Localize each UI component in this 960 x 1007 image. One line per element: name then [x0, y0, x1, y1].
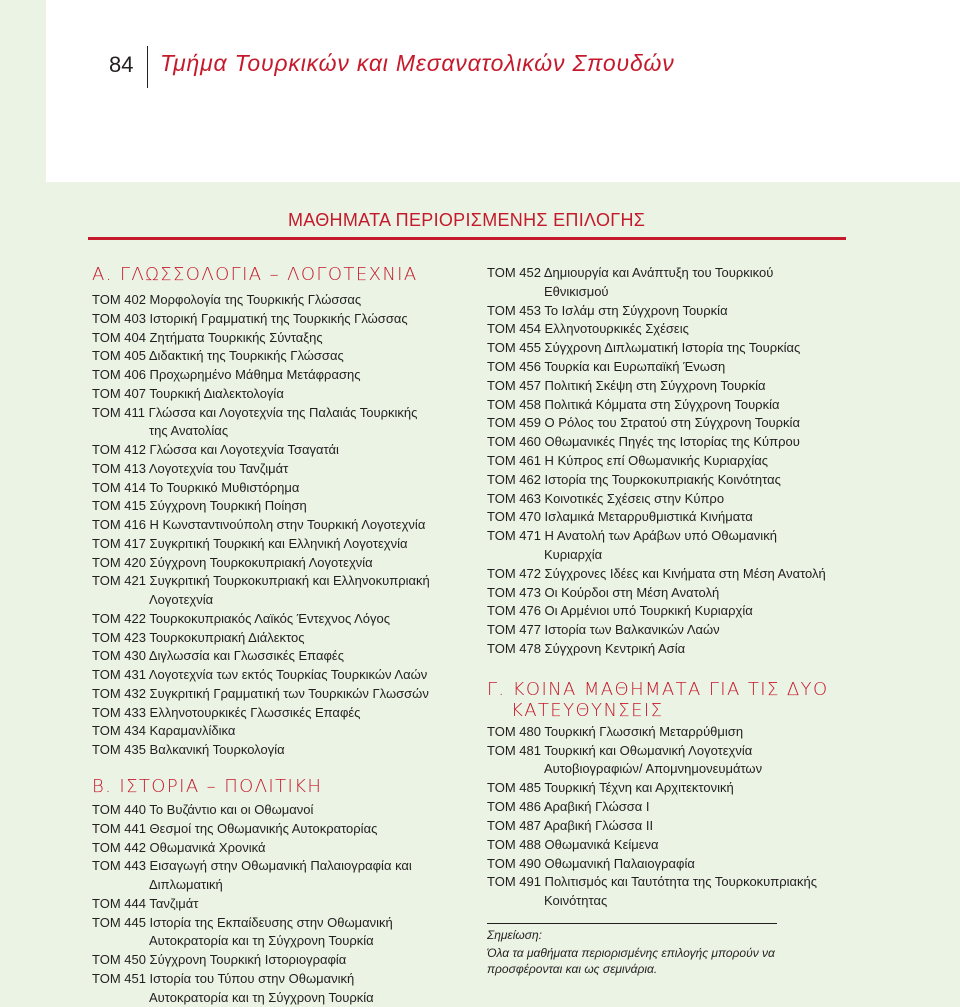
course-item [487, 302, 728, 321]
course-item [92, 685, 429, 704]
course-item [487, 339, 800, 358]
course-title: ΤΟΜ 471 Η Ανατολή των Αράβων υπό Οθωμανική [487, 528, 777, 544]
course-title: ΤΟΜ 472 Σύγχρονες Ιδέες και Κινήματα στη Μέση Ανατολή [487, 565, 826, 581]
course-item [487, 798, 650, 817]
course-title: ΤΟΜ 477 Ιστορία των Βαλκανικών Λαών [487, 622, 720, 638]
course-item [92, 895, 198, 914]
course-item [487, 358, 725, 377]
section-c-heading-line1: Γ. ΚΟΙΝΑ ΜΑΘΗΜΑΤΑ ΓΙΑ ΤΙΣ ΔΥΟ [487, 679, 829, 700]
course-title: ΤΟΜ 487 Αραβική Γλώσσα ΙΙ [487, 818, 654, 833]
course-title-continued: Λογοτεχνία [149, 591, 214, 607]
course-title: ΤΟΜ 407 Τουρκική Διαλεκτολογία [92, 385, 284, 401]
course-item [487, 527, 777, 564]
course-item [487, 490, 724, 509]
department-title: Τμήμα Τουρκικών και Μεσανατολικών Σπουδών [160, 50, 675, 76]
course-title-continued: Κοινότητας [544, 892, 608, 908]
title-rule [88, 237, 846, 240]
course-item [487, 320, 689, 339]
course-item [487, 836, 659, 855]
course-title: ΤΟΜ 457 Πολιτική Σκέψη στη Σύγχρονη Τουρκία [487, 377, 766, 393]
course-item [487, 377, 765, 396]
course-item [487, 584, 719, 603]
course-title: ΤΟΜ 490 Οθωμανική Παλαιογραφία [487, 855, 695, 871]
section-c-heading-line2: ΚΑΤΕΥΘΥΝΣΕΙΣ [511, 700, 664, 721]
section-a-heading: Α. ΓΛΩΣΣΟΛΟΓΙΑ – ΛΟΓΟΤΕΧΝΙΑ [92, 264, 418, 285]
course-title-continued: Αυτοκρατορία και τη Σύγχρονη Τουρκία [149, 989, 374, 1005]
course-item [487, 565, 826, 584]
course-title: ΤΟΜ 413 Λογοτεχνία του Τανζιμάτ [92, 460, 289, 476]
course-title: ΤΟΜ 434 Καραμανλίδικα [92, 723, 236, 739]
course-item [92, 535, 408, 554]
course-title: ΤΟΜ 442 Οθωμανικά Χρονικά [92, 839, 266, 855]
course-title: ΤΟΜ 415 Σύγχρονη Τουρκική Ποίηση [92, 498, 307, 514]
course-item [92, 310, 408, 329]
course-title-continued: Αυτοκρατορία και τη Σύγχρονη Τουρκία [149, 933, 374, 949]
course-title: ΤΟΜ 443 Εισαγωγή στην Οθωμανική Παλαιογραφία και [92, 858, 412, 874]
course-item [92, 385, 284, 404]
course-title: ΤΟΜ 420 Σύγχρονη Τουρκοκυπριακή Λογοτεχνία [92, 554, 373, 570]
course-title-continued: Εθνικισμού [544, 283, 609, 299]
section-b-heading: Β. ΙΣΤΟΡΙΑ – ΠΟΛΙΤΙΚΗ [92, 776, 323, 797]
course-title: ΤΟΜ 435 Βαλκανική Τουρκολογία [92, 742, 285, 757]
course-title: ΤΟΜ 450 Σύγχρονη Τουρκική Ιστοριογραφία [92, 952, 347, 968]
course-title: ΤΟΜ 455 Σύγχρονη Διπλωματική Ιστορία της Τουρκίας [487, 340, 801, 356]
course-item [92, 666, 427, 685]
course-item [487, 396, 779, 415]
course-item [92, 839, 265, 858]
course-title: ΤΟΜ 452 Δημιουργία και Ανάπτυξη του Τουρκικού [487, 265, 774, 280]
note-rule [487, 923, 777, 924]
course-item [487, 414, 800, 433]
note-text: Όλα τα μαθήματα περιορισμένης επιλογής μπορούν να προσφέρονται και ως σεμινάρια. [487, 946, 775, 976]
course-title: ΤΟΜ 470 Ισλαμικά Μεταρρυθμιστικά Κινήματα [487, 509, 753, 525]
course-title-continued: Διπλωματική [149, 876, 223, 892]
main-title: ΜΑΘΗΜΑΤΑ ΠΕΡΙΟΡΙΣΜΕΝΗΣ ΕΠΙΛΟΓΗΣ [288, 210, 646, 230]
course-item [92, 820, 377, 839]
course-item [92, 857, 412, 894]
course-title: ΤΟΜ 451 Ιστορία του Τύπου στην Οθωμανική [92, 971, 355, 987]
course-item [92, 629, 304, 648]
course-item [92, 554, 373, 573]
course-title: ΤΟΜ 411 Γλώσσα και Λογοτεχνία της Παλαιάς Τουρκικής [92, 404, 418, 420]
course-item [487, 855, 695, 874]
course-item [92, 970, 374, 1007]
course-item [487, 723, 743, 742]
course-title: ΤΟΜ 480 Τουρκική Γλωσσική Μεταρρύθμιση [487, 724, 744, 739]
course-title: ΤΟΜ 488 Οθωμανικά Κείμενα [487, 836, 659, 852]
course-title: ΤΟΜ 430 Διγλωσσία και Γλωσσικές Επαφές [92, 648, 344, 664]
course-title: ΤΟΜ 412 Γλώσσα και Λογοτεχνία Τσαγατάι [92, 442, 339, 457]
course-item [92, 951, 346, 970]
course-item [92, 914, 393, 951]
course-title-continued: της Ανατολίας [149, 423, 229, 438]
course-item [92, 801, 313, 820]
course-item [92, 497, 307, 516]
course-item [487, 602, 753, 621]
course-title: ΤΟΜ 453 Το Ισλάμ στη Σύγχρονη Τουρκία [487, 302, 728, 318]
course-title: ΤΟΜ 431 Λογοτεχνία των εκτός Τουρκίας Τουρκικών Λαών [92, 667, 428, 682]
course-title: ΤΟΜ 462 Ιστορία της Τουρκοκυπριακής Κοινότητας [487, 471, 781, 487]
course-item [92, 329, 323, 348]
header-divider [147, 46, 148, 88]
course-item [92, 741, 285, 760]
page-number: 84 [109, 52, 134, 77]
course-item [487, 640, 685, 659]
course-title: ΤΟΜ 444 Τανζιμάτ [92, 896, 199, 911]
course-item [487, 433, 800, 452]
course-title: ΤΟΜ 417 Συγκριτική Τουρκική και Ελληνική Λογοτεχνία [92, 535, 408, 551]
course-title: ΤΟΜ 404 Ζητήματα Τουρκικής Σύνταξης [92, 329, 323, 345]
course-item [92, 516, 425, 535]
course-item [92, 704, 360, 723]
course-title-continued: Κυριαρχία [544, 546, 603, 562]
course-title: ΤΟΜ 476 Οι Αρμένιοι υπό Τουρκική Κυριαρχία [487, 603, 753, 619]
course-title: ΤΟΜ 491 Πολιτισμός και Ταυτότητα της Τουρκοκυπριακής [487, 874, 818, 890]
course-item [487, 452, 768, 471]
page-header [46, 0, 960, 182]
course-item [92, 347, 344, 366]
note-label: Σημείωση: [487, 928, 542, 942]
course-item [487, 873, 817, 910]
course-title: ΤΟΜ 463 Κοινοτικές Σχέσεις στην Κύπρο [487, 490, 725, 506]
course-title: ΤΟΜ 422 Τουρκοκυπριακός Λαϊκός Έντεχνος Λόγος [92, 610, 391, 626]
course-item [487, 742, 762, 779]
course-title: ΤΟΜ 485 Τουρκική Τέχνη και Αρχιτεκτονική [487, 780, 734, 796]
course-item [92, 291, 361, 310]
course-title-continued: Αυτοβιογραφιών/ Απομνημονευμάτων [544, 761, 763, 777]
course-title: ΤΟΜ 441 Θεσμοί της Οθωμανικής Αυτοκρατορίας [92, 820, 378, 836]
course-item [487, 508, 753, 527]
course-item [487, 817, 653, 836]
course-title: ΤΟΜ 459 Ο Ρόλος του Στρατού στη Σύγχρονη Τουρκία [487, 415, 800, 431]
course-item [487, 264, 773, 301]
course-item [487, 471, 781, 490]
course-title: ΤΟΜ 414 Το Τουρκικό Μυθιστόρημα [92, 479, 300, 495]
course-title: ΤΟΜ 473 Οι Κούρδοι στη Μέση Ανατολή [487, 584, 720, 600]
course-item [487, 779, 734, 798]
course-title: ΤΟΜ 423 Τουρκοκυπριακή Διάλεκτος [92, 629, 305, 645]
course-title: ΤΟΜ 478 Σύγχρονη Κεντρική Ασία [487, 641, 686, 656]
course-item [92, 572, 430, 609]
course-item [92, 460, 288, 479]
course-title: ΤΟΜ 432 Συγκριτική Γραμματική των Τουρκικών Γλωσσών [92, 685, 429, 701]
course-item [487, 621, 720, 640]
course-item [92, 610, 390, 629]
course-title: ΤΟΜ 416 Η Κωνσταντινούπολη στην Τουρκική Λογοτεχνία [92, 517, 426, 532]
course-title: ΤΟΜ 445 Ιστορία της Εκπαίδευσης στην Οθωμανική [92, 914, 393, 930]
course-item [92, 479, 299, 498]
course-item [92, 722, 235, 741]
course-title: ΤΟΜ 402 Μορφολογία της Τουρκικής Γλώσσας [92, 292, 362, 307]
course-title: ΤΟΜ 454 Ελληνοτουρκικές Σχέσεις [487, 321, 689, 337]
course-title: ΤΟΜ 456 Τουρκία και Ευρωπαϊκή Ένωση [487, 359, 726, 374]
course-item [92, 366, 360, 385]
course-title: ΤΟΜ 460 Οθωμανικές Πηγές της Ιστορίας της Κύπρου [487, 434, 800, 450]
course-title: ΤΟΜ 406 Προχωρημένο Μάθημα Μετάφρασης [92, 367, 361, 382]
course-title: ΤΟΜ 458 Πολιτικά Κόμματα στη Σύγχρονη Τουρκία [487, 396, 780, 412]
course-title: ΤΟΜ 433 Ελληνοτουρκικές Γλωσσικές Επαφές [92, 704, 361, 720]
course-title: ΤΟΜ 405 Διδακτική της Τουρκικής Γλώσσας [92, 348, 344, 364]
course-title: ΤΟΜ 421 Συγκριτική Τουρκοκυπριακή και Ελληνοκυπριακή [92, 573, 430, 589]
course-item [92, 404, 417, 441]
course-title: ΤΟΜ 486 Αραβική Γλώσσα Ι [487, 799, 650, 815]
course-item [92, 647, 344, 666]
course-title: ΤΟΜ 403 Ιστορική Γραμματική της Τουρκικής Γλώσσας [92, 310, 408, 326]
course-title: ΤΟΜ 461 Η Κύπρος επί Οθωμανικής Κυριαρχίας [487, 453, 769, 468]
course-item [92, 441, 339, 460]
course-title: ΤΟΜ 440 Το Βυζάντιο και οι Οθωμανοί [92, 802, 314, 817]
course-title: ΤΟΜ 481 Τουρκική και Οθωμανική Λογοτεχνία [487, 742, 753, 758]
